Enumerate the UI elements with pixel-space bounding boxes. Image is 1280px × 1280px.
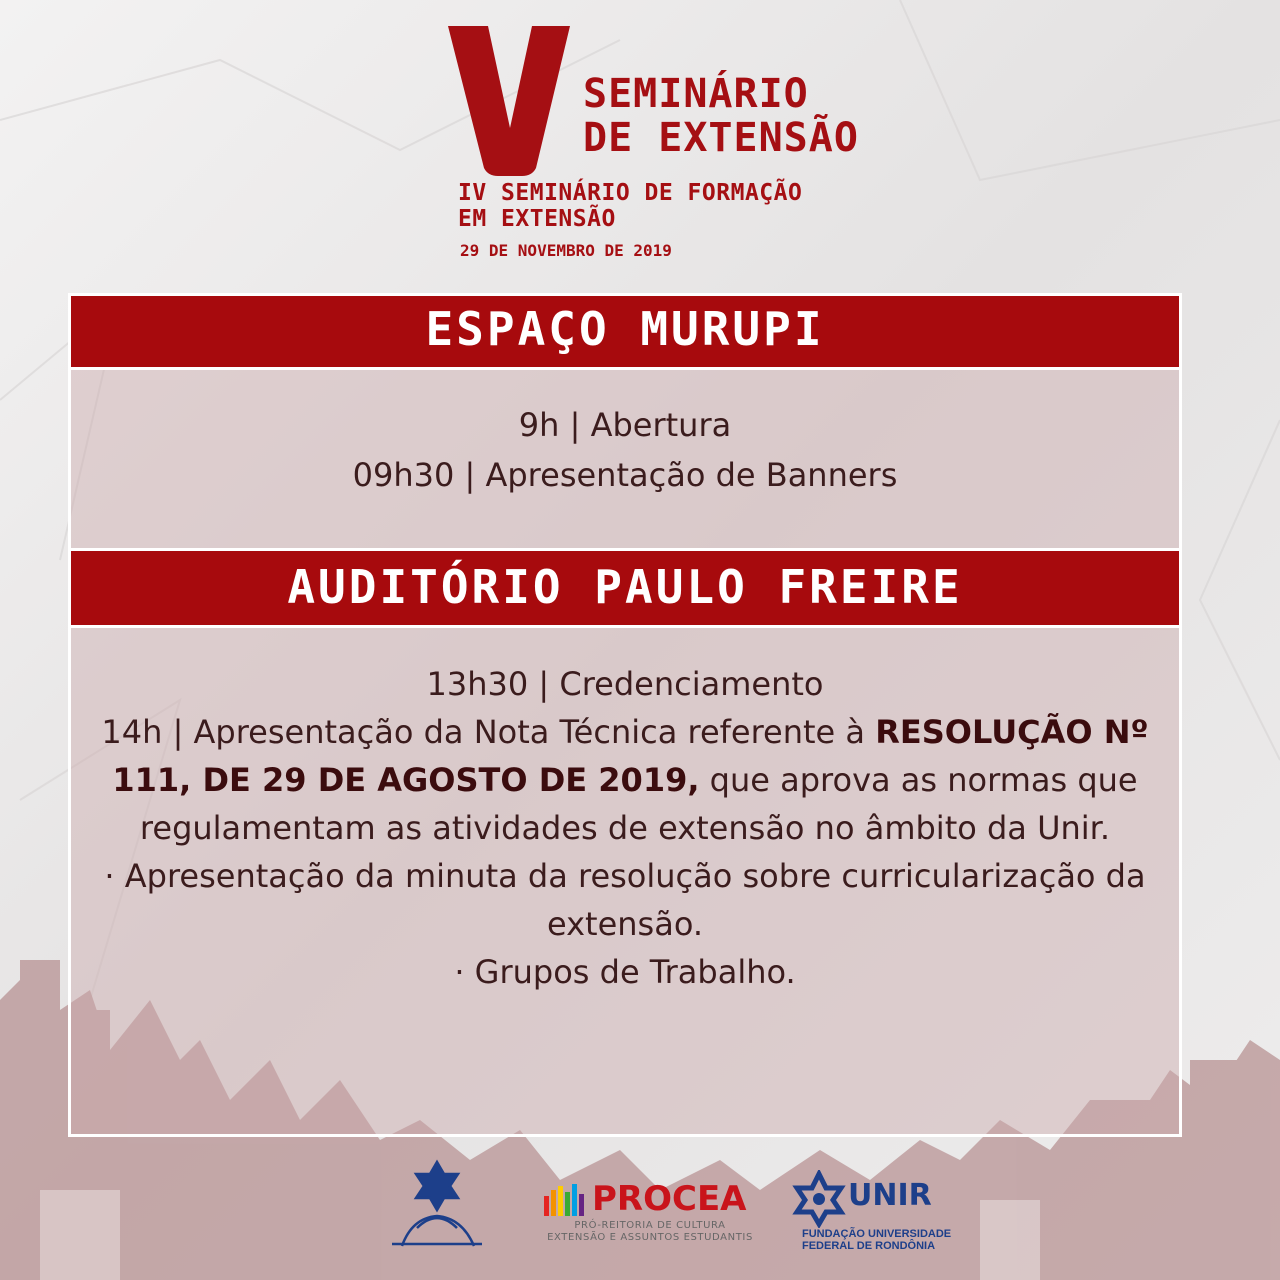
section-title-espaco-murupi: ESPAÇO MURUPI: [71, 296, 1179, 370]
procea-name: PROCEA: [592, 1179, 747, 1219]
procea-sub-line-1: PRÓ-REITORIA DE CULTURA: [574, 1220, 726, 1231]
separator: |: [538, 665, 550, 703]
procea-bars-icon: [544, 1182, 590, 1216]
item-text: Credenciamento: [559, 665, 824, 703]
event-date: 29 DE NOVEMBRO DE 2019: [460, 241, 672, 260]
unir-star-icon: [789, 1170, 849, 1228]
item-time: 14h: [101, 713, 163, 751]
seminar-subtitle: [458, 180, 802, 232]
separator: |: [569, 406, 581, 444]
roman-numeral-v: [444, 18, 574, 178]
title-line-1: SEMINÁRIO: [583, 71, 809, 117]
resolution-reference: RESOLUÇÃO Nº 111, DE 29 DE AGOSTO DE 2019,: [112, 713, 1149, 799]
list-item: · Grupos de Trabalho.: [454, 953, 796, 991]
schedule-panel: [68, 293, 1182, 1137]
list-item: [71, 400, 1179, 450]
list-item: [101, 708, 1149, 852]
item-text: que aprova as normas que regulamentam as atividades de extensão no âmbito da Unir.: [139, 761, 1138, 847]
separator: |: [464, 456, 476, 494]
subtitle-line-2: EM EXTENSÃO: [458, 206, 616, 232]
title-line-2: DE EXTENSÃO: [583, 115, 859, 161]
unir-subtitle: [802, 1228, 951, 1252]
subtitle-line-1: IV SEMINÁRIO DE FORMAÇÃO: [458, 180, 803, 206]
list-item: [101, 660, 1149, 708]
item-text: Abertura: [590, 406, 732, 444]
unir-sub-line-1: FUNDAÇÃO UNIVERSIDADE: [802, 1228, 952, 1240]
unir-sub-line-2: FEDERAL DE RONDÔNIA: [802, 1240, 936, 1252]
item-time: 9h: [518, 406, 560, 444]
unir-name: UNIR: [848, 1178, 932, 1213]
section-espaco-murupi-items: [71, 400, 1179, 500]
separator: |: [172, 713, 184, 751]
list-item: · Apresentação da minuta da resolução sobre curricularização da extensão.: [104, 857, 1146, 943]
procea-sub-line-2: EXTENSÃO E ASSUNTOS ESTUDANTIS: [547, 1232, 753, 1243]
item-time: 13h30: [426, 665, 529, 703]
section-auditorio-items: [71, 660, 1179, 996]
section-title-auditorio-paulo-freire: AUDITÓRIO PAULO FREIRE: [71, 548, 1179, 628]
item-time: 09h30: [352, 456, 455, 494]
item-text: Apresentação da Nota Técnica referente à: [193, 713, 876, 751]
seminar-title: [583, 72, 859, 160]
extension-logo-icon: [382, 1158, 492, 1250]
list-item: [71, 450, 1179, 500]
procea-subtitle: [544, 1220, 756, 1244]
item-text: Apresentação de Banners: [485, 456, 898, 494]
